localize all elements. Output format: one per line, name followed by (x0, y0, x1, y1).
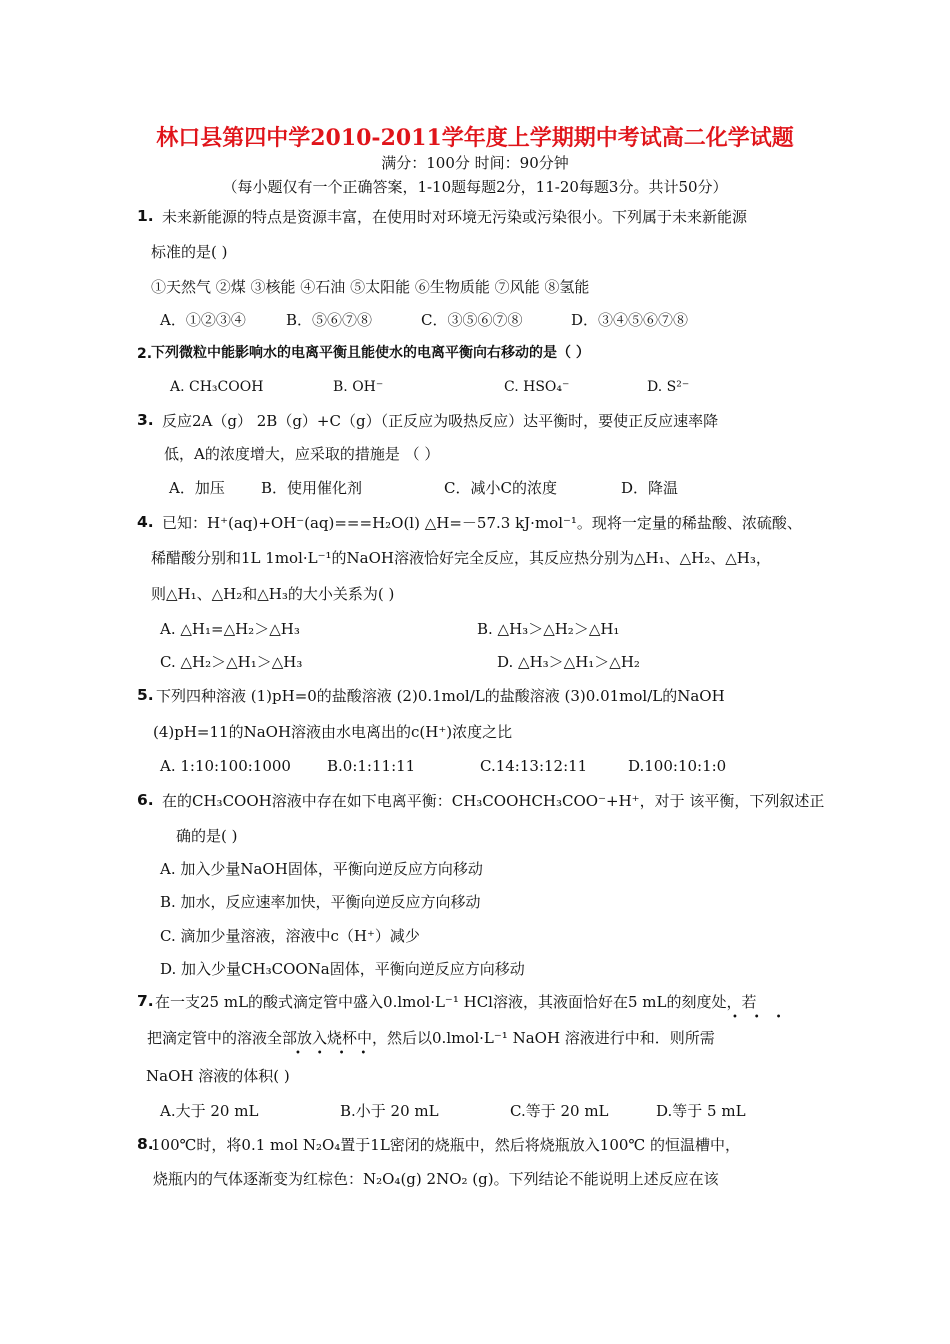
question-text: 低，A的浓度增大，应采取的措施是 （ ） (164, 445, 440, 463)
question-text: 反应2A（g） 2B（g）+C（g）（正反应为吸热反应）达平衡时，要使正反应速率降 (162, 412, 719, 430)
question-number: 5. (137, 686, 154, 704)
question-text: 下列微粒中能影响水的电离平衡且能使水的电离平衡向右移动的是（ ） (151, 345, 590, 361)
option-a: A．①②③④ (160, 311, 246, 329)
question-text: (4)pH=11的NaOH溶液由水电离出的c(H⁺)浓度之比 (153, 723, 513, 741)
option-d: D. S²⁻ (647, 379, 690, 395)
option-c: C. △H₂＞△H₁＞△H₃ (160, 653, 303, 671)
question-text: 烧瓶内的气体逐渐变为红棕色：N₂O₄(g) 2NO₂ (g)。下列结论不能说明上述反应在该 (153, 1170, 719, 1188)
option-c: C．减小C的浓度 (444, 479, 557, 497)
emphasis-dots: • • • (732, 1012, 782, 1023)
question-number: 2. (137, 346, 153, 362)
question-text: 标准的是( ) (151, 243, 228, 261)
option-a: A. CH₃COOH (170, 379, 264, 395)
option-b: B.0:1:11:11 (327, 757, 416, 775)
option-c: C．③⑤⑥⑦⑧ (421, 311, 523, 329)
option-b: B．使用催化剂 (261, 479, 363, 497)
option-a: A.大于 20 mL (160, 1102, 259, 1120)
instructions: （每小题仅有一个正确答案，1-10题每题2分，11-20每题3分。共计50分） (222, 178, 728, 196)
option-a: A．加压 (169, 479, 225, 497)
question-text: NaOH 溶液的体积( ) (146, 1067, 290, 1085)
option-d: D.100:10:1:0 (628, 757, 727, 775)
option-a: A. 加入少量NaOH固体，平衡向逆反应方向移动 (160, 860, 483, 878)
option-d: D. 加入少量CH₃COONa固体，平衡向逆反应方向移动 (160, 960, 525, 978)
question-number: 7. (137, 992, 154, 1010)
question-text: 在的CH₃COOH溶液中存在如下电离平衡：CH₃COOHCH₃COO⁻+H⁺，对于 该平衡，下列叙述正 (162, 792, 825, 810)
option-d: D.等于 5 mL (656, 1102, 746, 1120)
question-text: 100℃时，将0.1 mol N₂O₄置于1L密闭的烧瓶中，然后将烧瓶放入100℃ 的恒温槽中， (151, 1136, 740, 1154)
option-d: D．降温 (621, 479, 679, 497)
option-c: C.等于 20 mL (510, 1102, 609, 1120)
option-c: C. 滴加少量溶液，溶液中c（H⁺）减少 (160, 927, 420, 945)
question-text: 在一支25 mL的酸式滴定管中盛入0.lmol·L⁻¹ HCl溶液，其液面恰好在5 mL的刻度处，若 (155, 993, 757, 1011)
question-items: ①天然气 ②煤 ③核能 ④石油 ⑤太阳能 ⑥生物质能 ⑦风能 ⑧氢能 (151, 278, 590, 296)
option-c: C. HSO₄⁻ (504, 379, 570, 395)
question-text: 未来新能源的特点是资源丰富，在使用时对环境无污染或污染很小。下列属于未来新能源 (162, 208, 748, 226)
option-b: B. OH⁻ (333, 379, 384, 395)
option-b: B．⑤⑥⑦⑧ (286, 311, 373, 329)
question-text: 则△H₁、△H₂和△H₃的大小关系为( ) (151, 585, 395, 603)
option-d: D. △H₃＞△H₁＞△H₂ (497, 653, 640, 671)
question-number: 6. (137, 791, 154, 809)
question-text: 确的是( ) (176, 827, 238, 845)
score-time: 满分：100分 时间：90分钟 (381, 154, 569, 172)
question-number: 3. (137, 411, 154, 429)
question-number: 8. (137, 1135, 154, 1153)
question-text: 稀醋酸分别和1L 1mol·L⁻¹的NaOH溶液恰好完全反应，其反应热分别为△H₁、△H₂、△H₃， (151, 549, 771, 567)
option-c: C.14:13:12:11 (480, 757, 588, 775)
option-d: D．③④⑤⑥⑦⑧ (571, 311, 689, 329)
option-b: B. 加水，反应速率加快，平衡向逆反应方向移动 (160, 893, 481, 911)
emphasis-dots: • • • • (295, 1048, 367, 1059)
option-b: B. △H₃＞△H₂＞△H₁ (477, 620, 620, 638)
option-a: A. 1:10:100:1000 (160, 757, 291, 775)
exam-title: 林口县第四中学2010-2011学年度上学期期中考试高二化学试题 (156, 125, 794, 151)
question-number: 4. (137, 513, 154, 531)
question-text: 下列四种溶液 (1)pH=0的盐酸溶液 (2)0.1mol/L的盐酸溶液 (3)0.01mol/L的NaOH (156, 687, 725, 705)
option-a: A. △H₁=△H₂＞△H₃ (160, 620, 300, 638)
question-text: 已知：H⁺(aq)+OH⁻(aq)===H₂O(l) △H=－57.3 kJ·mol⁻¹。现将一定量的稀盐酸、浓硫酸、 (162, 514, 802, 532)
option-b: B.小于 20 mL (340, 1102, 439, 1120)
question-number: 1. (137, 207, 154, 225)
question-text: 把滴定管中的溶液全部放入烧杯中，然后以0.lmol·L⁻¹ NaOH 溶液进行中和．则所需 (147, 1029, 715, 1047)
